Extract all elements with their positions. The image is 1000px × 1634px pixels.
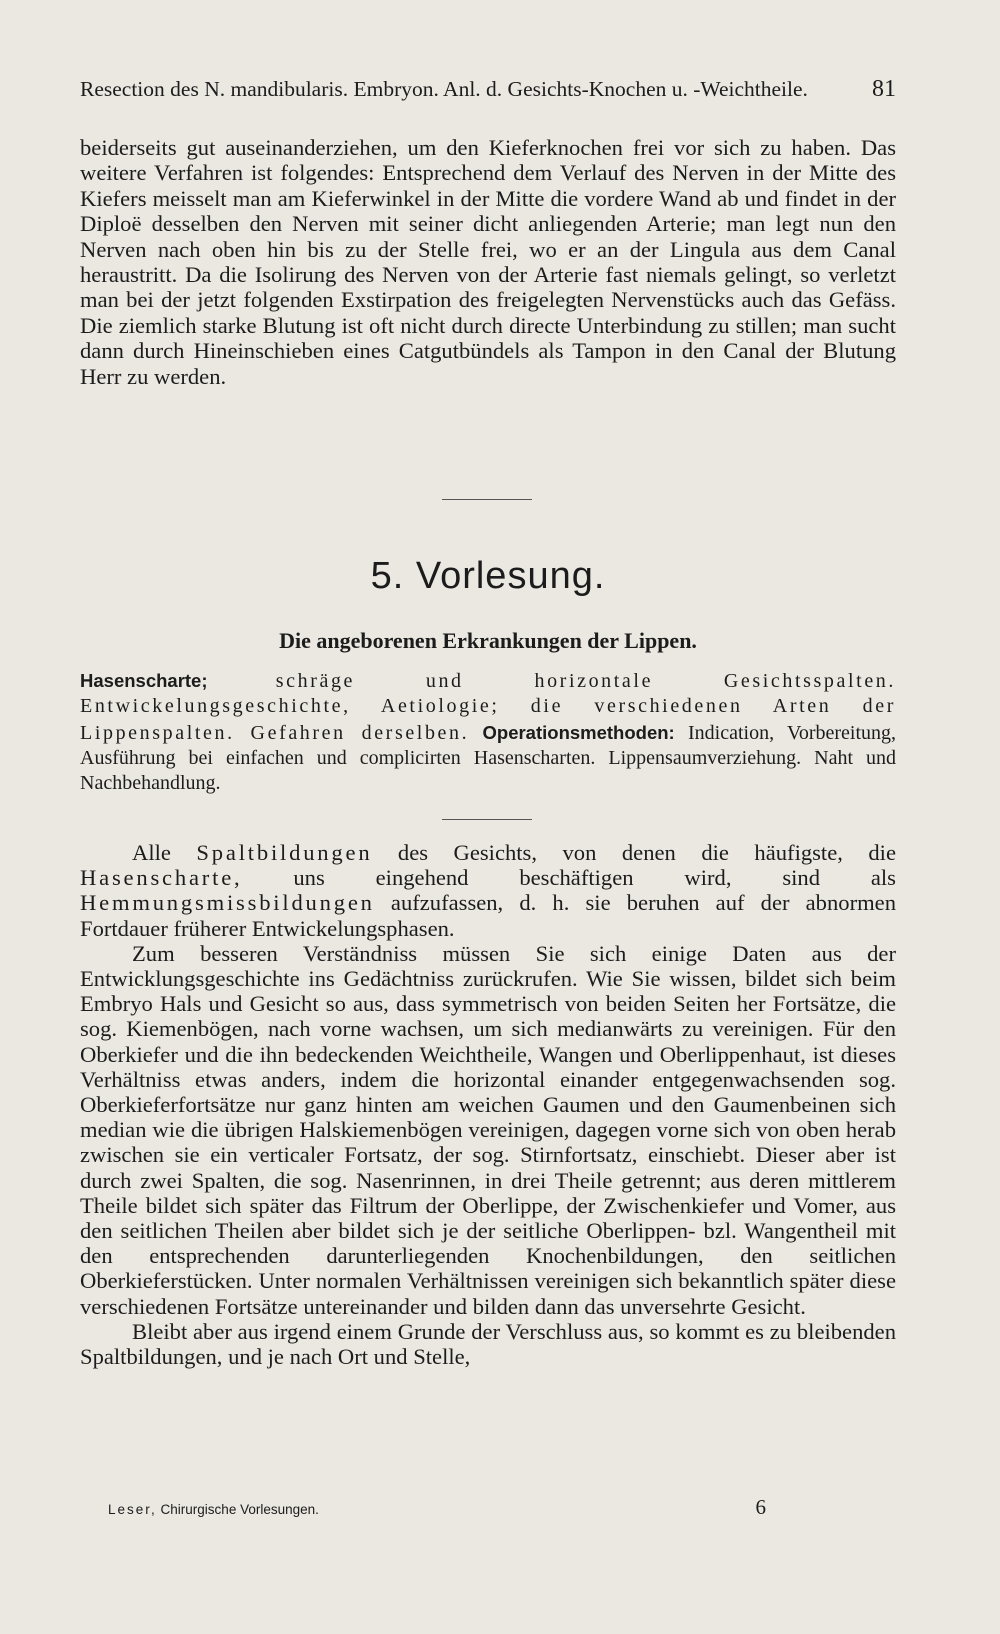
emphasis-spaltbildungen: Spaltbildungen xyxy=(196,840,373,865)
page-number: 81 xyxy=(872,76,896,102)
summary-term-operationsmethoden: Operationsmethoden: xyxy=(482,721,675,743)
lecture-body xyxy=(80,840,896,1369)
footer-book-title: Leser, Chirurgische Vorlesungen. xyxy=(108,1502,319,1517)
body-paragraph-3: Bleibt aber aus irgend einem Grunde der Verschluss aus, so kommt es zu bleibenden Spaltbildungen, und je nach Ort und Stelle, xyxy=(80,1318,896,1370)
summary-term-hasenscharte: Hasenscharte; xyxy=(80,670,208,691)
summary-topics: schräge und horizontale Gesichtsspalten. Entwickelungsgeschichte, Aetiologie; die verschiedenen Arten der Lippenspalten. Gefahren derselben. xyxy=(80,670,897,744)
body-paragraph-1: Alle Spaltbildungen des Gesichts, von denen die häufigste, die Hasenscharte, uns eingehend beschäftigen wird, sind als Hemmungsmissbildungen aufzufassen, d. h. sie beruhen auf der abnormen Fortdauer früherer Entwickelungsphasen. xyxy=(80,840,896,941)
summary-operations: Indication, Vorbereitung, Ausführung bei einfachen und complicirten Hasenscharten. Lippensaumverziehung. Naht und Nachbehandlung. xyxy=(80,721,897,795)
lecture-heading: 5. Vorlesung. xyxy=(370,555,606,597)
body-paragraph-2: Zum besseren Verständniss müssen Sie sich einige Daten aus der Entwicklungsgeschichte ins Gedächtniss zurückrufen. Wie Sie wissen, bildet sich beim Embryo Hals und Gesicht so aus, dass symmetrisch von beiden Seiten her Fortsätze, die sog. Kiemenbögen, nach vorne wachsen, um sich medianwärts zu vereinigen. Für den Oberkiefer und die ihn bedeckenden Weichtheile, Wangen und Oberlippenhaut, ist dieses Verhältniss etwas anders, indem die horizontal einander entgegenwachsenden sog. Oberkieferfortsätze nur ganz hinten am weichen Gaumen und den Gaumenbeinen sich median wie die übrigen Halskiemenbögen vereinigen, dagegen vorne sich von oben herab zwischen sie ein verticaler Fortsatz, der sog. Stirnfortsatz, einschiebt. Dieser aber ist durch zwei Spalten, die sog. Nasenrinnen, in drei Theile getrennt; aus deren mittlerem Theile bildet sich später das Filtrum der Oberlippe, der Zwischenkiefer und Vomer, aus den seitlichen Theilen aber bildet sich je der seitliche Oberlippen- bzl. Wangentheil mit den entsprechenden darunterliegenden Knochenbildungen, den seitlichen Oberkieferstücken. Unter normalen Verhältnissen vereinigen sich bekanntlich später diese verschiedenen Fortsätze untereinander und bilden dann das unversehrte Gesicht. xyxy=(80,940,896,1319)
page-footer xyxy=(80,1495,896,1525)
lecture-summary xyxy=(80,668,896,796)
emphasis-hasenscharte: Hasenscharte, xyxy=(80,865,243,891)
section-divider-top xyxy=(442,499,532,500)
running-title: Resection des N. mandibularis. Embryon. Anl. d. Gesichts-Knochen u. -Weichtheile. xyxy=(80,77,808,101)
continuation-paragraph: beiderseits gut auseinanderziehen, um den Kieferknochen frei vor sich zu haben. Das weitere Verfahren ist folgendes: Entsprechend dem Verlauf des Nerven in der Mitte des Kiefers meisselt man am Kieferwinkel in der Mitte die vordere Wand ab und findet in der Diploë desselben den Nerven mit seiner dicht anliegenden Arterie; man legt nun den Nerven nach oben hin bis zu der Stelle frei, wo er an der Lingula aus dem Canal heraustritt. Da die Isolirung des Nerven von der Arterie fast niemals gelingt, so verletzt man bei der jetzt folgenden Exstirpation des freigelegten Nervenstücks auch das Gefäss. Die ziemlich starke Blutung ist oft nicht durch directe Unterbindung zu stillen; man sucht dann durch Hineinschieben eines Catgutbündels als Tampon in den Canal der Blutung Herr zu werden. xyxy=(80,135,896,389)
lecture-subtitle: Die angeborenen Erkrankungen der Lippen. xyxy=(279,628,697,653)
signature-mark: 6 xyxy=(755,1495,766,1519)
running-header xyxy=(80,76,896,106)
section-divider-bottom xyxy=(442,819,532,820)
emphasis-hemmungsmissbildungen: Hemmungsmissbildungen xyxy=(80,890,375,916)
